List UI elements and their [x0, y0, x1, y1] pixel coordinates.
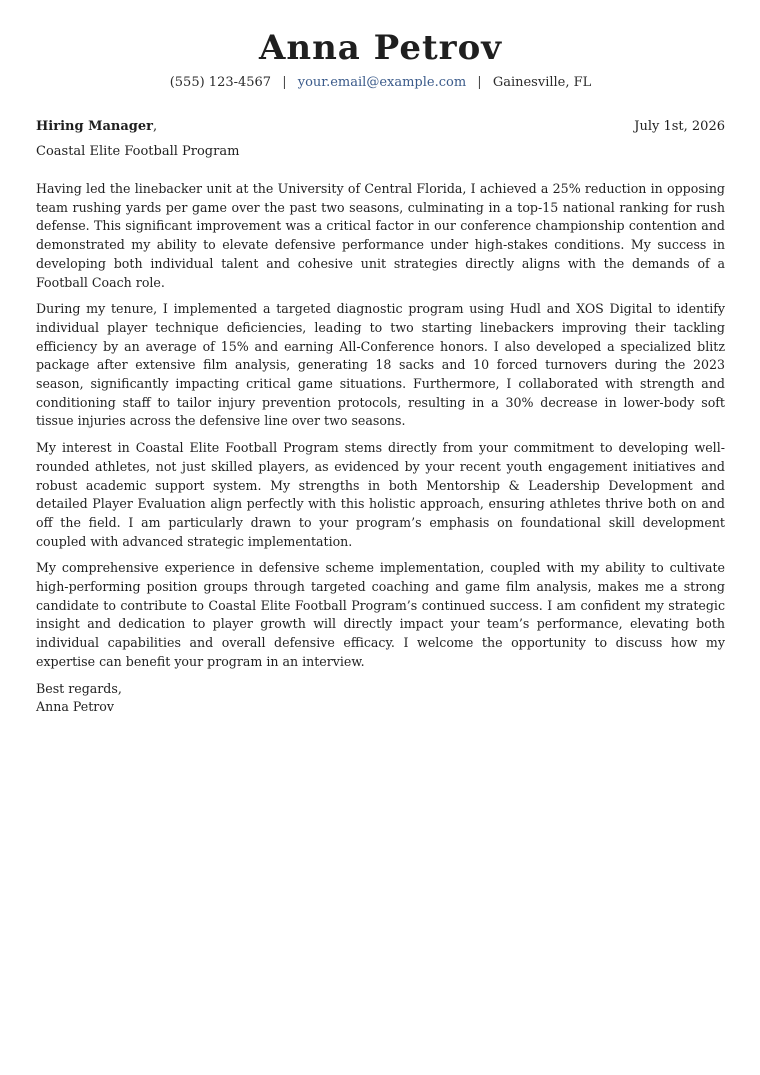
recipient-greeting [36, 117, 157, 136]
body-paragraph: Having led the linebacker unit at the University of Central Florida, I achieved a 25% reduction in opposing team rushing yards per game over the past two seasons, culminating in a top-15 national ranking for rush defense. This significant improvement was a critical factor in our conference championship contention and demonstrated my ability to elevate defensive performance under high-stakes conditions. My success in developing both individual talent and cohesive unit strategies directly aligns with the demands of a Football Coach role. [36, 181, 725, 290]
location: Gainesville, FL [492, 75, 592, 90]
phone-number: (555) 123-4567 [169, 75, 272, 90]
contact-separator: | [477, 75, 482, 90]
contact-line [36, 74, 725, 92]
email-link[interactable]: your.email@example.com [297, 75, 467, 90]
recipient-title: Hiring Manager [36, 119, 153, 134]
recipient-company: Coastal Elite Football Program [36, 144, 240, 159]
contact-separator: | [282, 75, 287, 90]
body-paragraph: My interest in Coastal Elite Football Program stems directly from your commitment to developing well-rounded athletes, not just skilled players, as evidenced by your recent youth engagement initiatives and robust academic support system. My strengths in both Mentorship & Leadership Development and detailed Player Evaluation align perfectly with this holistic approach, ensuring athletes thrive both on and off the field. I am particularly drawn to your program’s emphasis on foundational skill development coupled with advanced strategic implementation. [36, 440, 725, 549]
letter-closing [36, 680, 725, 717]
letter-date: July 1st, 2026 [634, 119, 725, 134]
recipient-row [36, 117, 725, 136]
letter-body [36, 180, 725, 672]
cover-letter-page [36, 28, 725, 717]
applicant-name: Anna Petrov [258, 28, 503, 68]
recipient-comma: , [152, 119, 158, 134]
signature-name: Anna Petrov [36, 699, 114, 715]
closing-salutation: Best regards, [36, 680, 122, 696]
body-paragraph: My comprehensive experience in defensive scheme implementation, coupled with my ability to cultivate high-performing position groups through targeted coaching and game film analysis, makes me a strong candidate to contribute to Coastal Elite Football Program’s continued success. I am confident my strategic insight and dedication to player growth will directly impact your team’s performance, elevating both individual capabilities and overall defensive efficacy. I welcome the opportunity to discuss how my expertise can benefit your program in an interview. [36, 560, 725, 669]
body-paragraph: During my tenure, I implemented a targeted diagnostic program using Hudl and XOS Digital to identify individual player technique deficiencies, leading to two starting linebackers improving their tackling efficiency by an average of 15% and earning All-Conference honors. I also developed a specialized blitz package after extensive film analysis, generating 18 sacks and 10 forced turnovers during the 2023 season, significantly impacting critical game situations. Furthermore, I collaborated with strength and conditioning staff to tailor injury prevention protocols, resulting in a 30% decrease in lower-body soft tissue injuries across the defensive line over two seasons. [36, 301, 725, 429]
